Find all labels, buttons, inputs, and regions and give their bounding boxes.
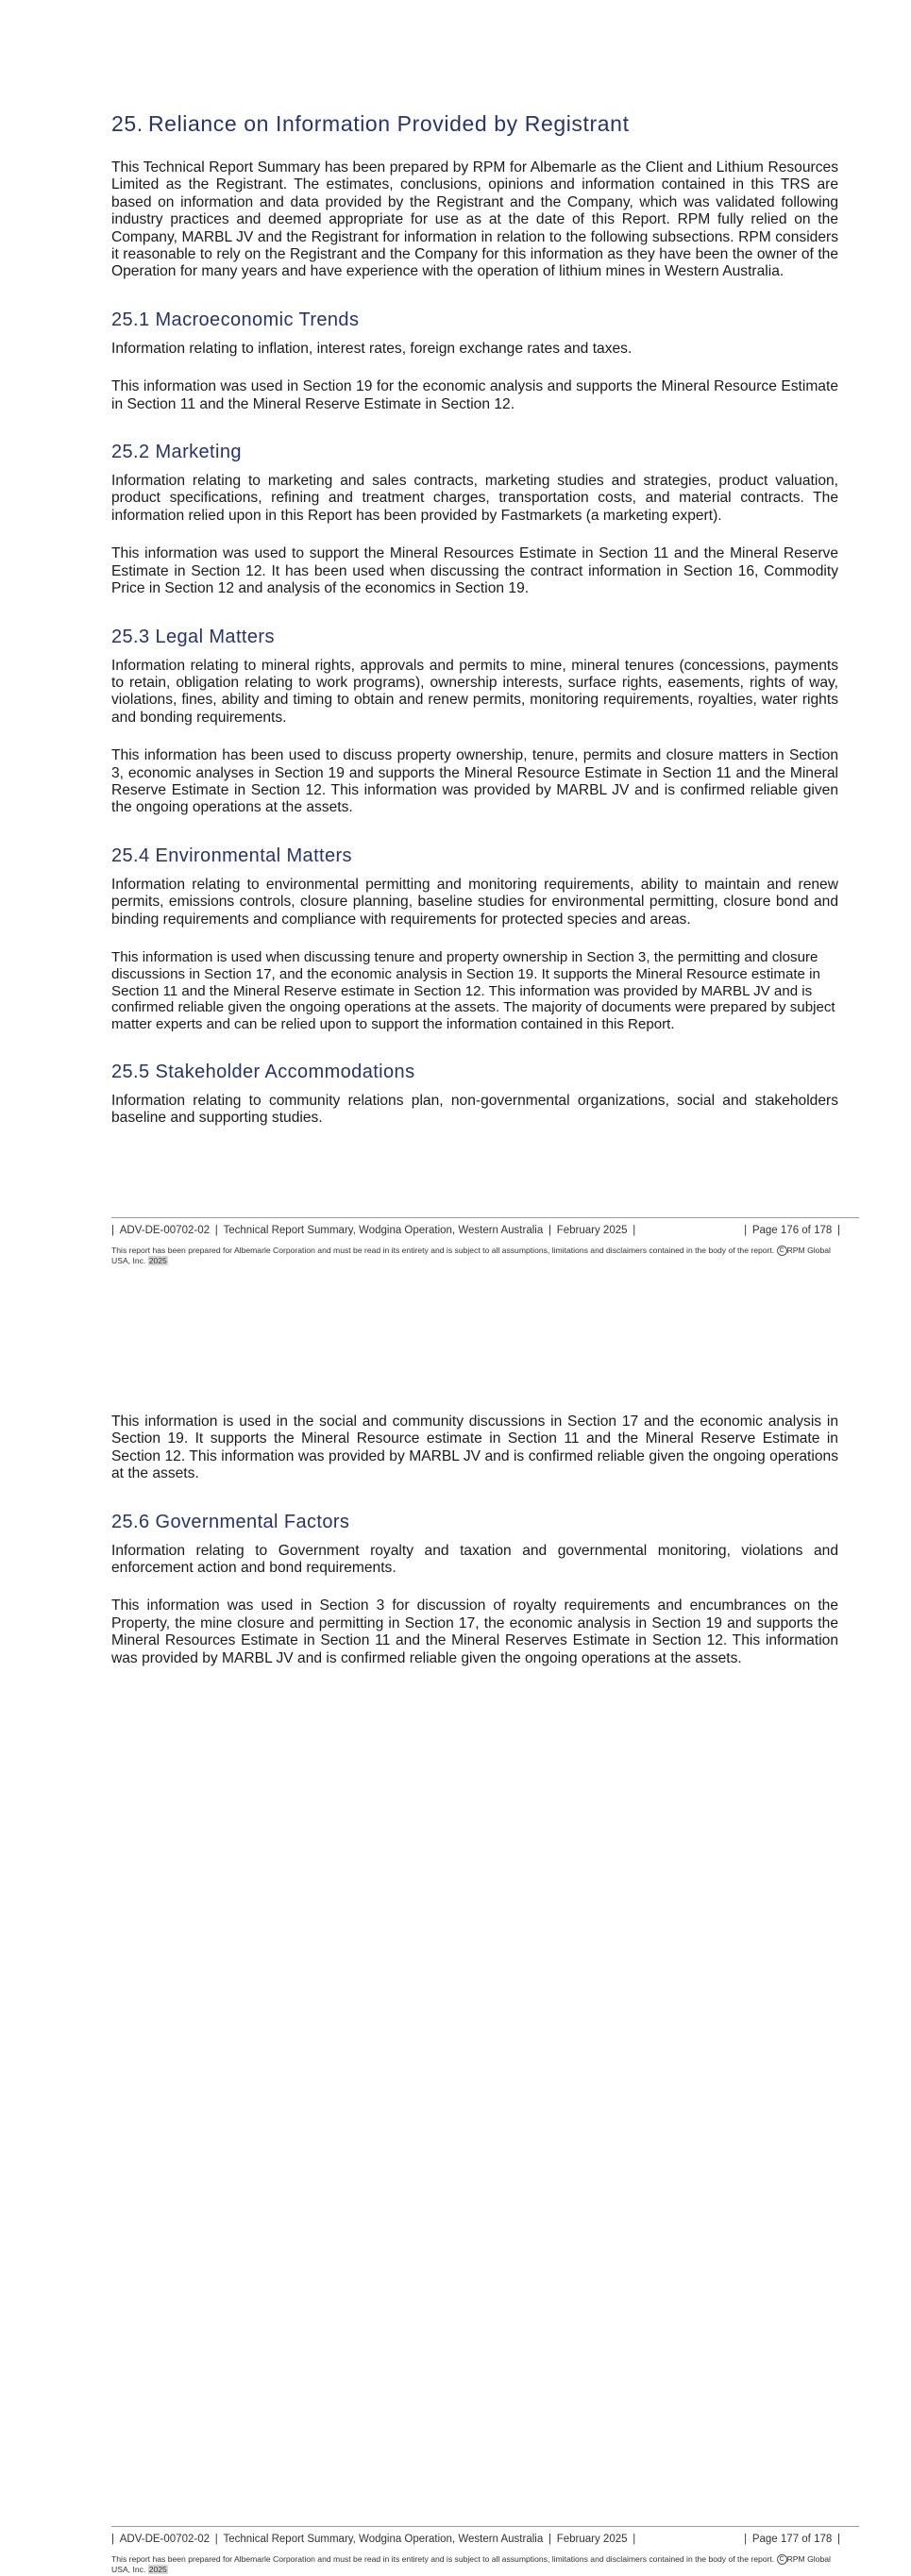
paragraph: Information relating to Government royalty and taxation and governmental monitoring, violations and enforcement action and bond requirements. [111, 1542, 838, 1577]
paragraph: This information was used in Section 3 for discussion of royalty requirements and encumbrances on the Property, the mine closure and permitting in Section 17, the economic analysis in Section 19 and supports the Mineral Resources Estimate in Section 11 and the Mineral Reserves Estimate in Section 12. This information was provided by MARBL JV and is confirmed reliable given the ongoing operations at the assets. [111, 1597, 838, 1666]
heading-marketing: 25.2 Marketing [111, 442, 242, 463]
paragraph: Information relating to mineral rights, approvals and permits to mine, mineral tenures (concessions, payments to retain, obligation relating to work programs), ownership interests, surface rights, easements, rights of way, violations, fines, ability and timing to obtain and renew permits, monitoring requirements, royalties, water rights and bonding requirements. [111, 657, 838, 726]
paragraph: This information has been used to discuss property ownership, tenure, permits and closure matters in Section 3, economic analyses in Section 19 and supports the Mineral Resource Estimate in Section 11 and the Mineral Reserve Estimate in Section 12. This information was provided by MARBL JV and is confirmed reliable given the ongoing operations at the assets. [111, 747, 838, 816]
footer-page-number: | Page 176 of 178 | [744, 1225, 840, 1236]
page-footer [111, 1217, 859, 1266]
footer-info-line [111, 2534, 859, 2545]
page-content [111, 1413, 838, 1688]
section-title: 25. Reliance on Information Provided by Registrant [111, 111, 630, 136]
paragraph: This information is used in the social and community discussions in Section 17 and the economic analysis in Section 19. It supports the Mineral Resource estimate in Section 11 and the Mineral Reserve Estimate in Section 12. This information was provided by MARBL JV and is confirmed reliable given the ongoing operations at the assets. [111, 1413, 838, 1482]
copyright-icon: C [777, 1246, 787, 1256]
intro-paragraph: This Technical Report Summary has been prepared by RPM for Albemarle as the Client and Lithium Resources Limited as the Registrant. The estimates, conclusions, opinions and information contained in this TRS are based on information and data provided by the Registrant and the Company, which was validated following industry practices and deemed appropriate for use as at the date of this Report. RPM fully relied on the Company, MARBL JV and the Registrant for information in relation to the following subsections. RPM considers it reasonable to rely on the Registrant and the Company for this information as they have been the owner of the Operation for many years and have experience with the operation of lithium mines in Western Australia. [111, 159, 838, 280]
heading-governmental-factors: 25.6 Governmental Factors [111, 1511, 350, 1532]
copyright-holder: RPM Global USA, Inc. [111, 1246, 831, 1266]
paragraph: Information relating to inflation, interest rates, foreign exchange rates and taxes. [111, 340, 633, 357]
paragraph: This information is used when discussing tenure and property ownership in Section 3, the permitting and closure discussions in Section 17, and the economic analysis in Section 19. It supports the Mineral Resource estimate in Section 11 and the Mineral Reserve estimate in Section 12. This information was provided by MARBL JV and is confirmed reliable given the ongoing operations at the assets. The majority of documents were prepared by subject matter experts and can be relied upon to support the information contained in this Report. [111, 948, 835, 1033]
paragraph: Information relating to marketing and sales contracts, marketing studies and strategies, product valuation, product specifications, refining and treatment charges, transportation costs, and material contracts. The information relied upon in this Report has been provided by Fastmarkets (a marketing expert). [111, 473, 838, 524]
copyright-year: 2025 [148, 1256, 167, 1266]
paragraph: This information was used to support the Mineral Resources Estimate in Section 11 and the Mineral Reserve Estimate in Section 12. It has been used when discussing the contract information in Section 16, Commodity Price in Section 12 and analysis of the economics in Section 19. [111, 545, 838, 597]
page-content [111, 111, 838, 1148]
disclaimer-text: This report has been prepared for Albemarle Corporation and must be read in its entirety and is subject to all assumptions, limitations and disclaimers contained in the body of the report. [111, 2554, 775, 2564]
heading-legal-matters: 25.3 Legal Matters [111, 626, 275, 647]
footer-divider [111, 1217, 859, 1218]
heading-macroeconomic-trends: 25.1 Macroeconomic Trends [111, 309, 360, 330]
page-footer [111, 2526, 859, 2575]
footer-doc-info: | ADV-DE-00702-02 | Technical Report Summary, Wodgina Operation, Western Australia | February 2025 | [111, 2534, 636, 2545]
paragraph: This information was used in Section 19 for the economic analysis and supports the Mineral Resource Estimate in Section 11 and the Mineral Reserve Estimate in Section 12. [111, 378, 838, 412]
heading-environmental-matters: 25.4 Environmental Matters [111, 845, 352, 866]
footer-disclaimer [111, 2554, 838, 2575]
footer-disclaimer [111, 1246, 838, 1266]
footer-doc-info: | ADV-DE-00702-02 | Technical Report Summary, Wodgina Operation, Western Australia | February 2025 | [111, 1225, 636, 1236]
copyright-year: 2025 [148, 2565, 167, 2575]
footer-divider [111, 2526, 859, 2527]
copyright-icon: C [777, 2554, 787, 2565]
paragraph: Information relating to environmental permitting and monitoring requirements, ability to maintain and renew permits, emissions controls, closure planning, baseline studies for environmental permitting, closure bond and binding requirements and compliance with requirements for protected species and areas. [111, 876, 838, 928]
paragraph: Information relating to community relations plan, non-governmental organizations, social and stakeholders baseline and supporting studies. [111, 1092, 838, 1127]
footer-page-number: | Page 177 of 178 | [744, 2534, 840, 2545]
heading-stakeholder-accommodations: 25.5 Stakeholder Accommodations [111, 1061, 415, 1082]
report-page-177 [0, 1293, 911, 2576]
footer-info-line [111, 1225, 859, 1236]
copyright-holder: RPM Global USA, Inc. [111, 2554, 831, 2575]
disclaimer-text: This report has been prepared for Albemarle Corporation and must be read in its entirety and is subject to all assumptions, limitations and disclaimers contained in the body of the report. [111, 1246, 775, 1255]
